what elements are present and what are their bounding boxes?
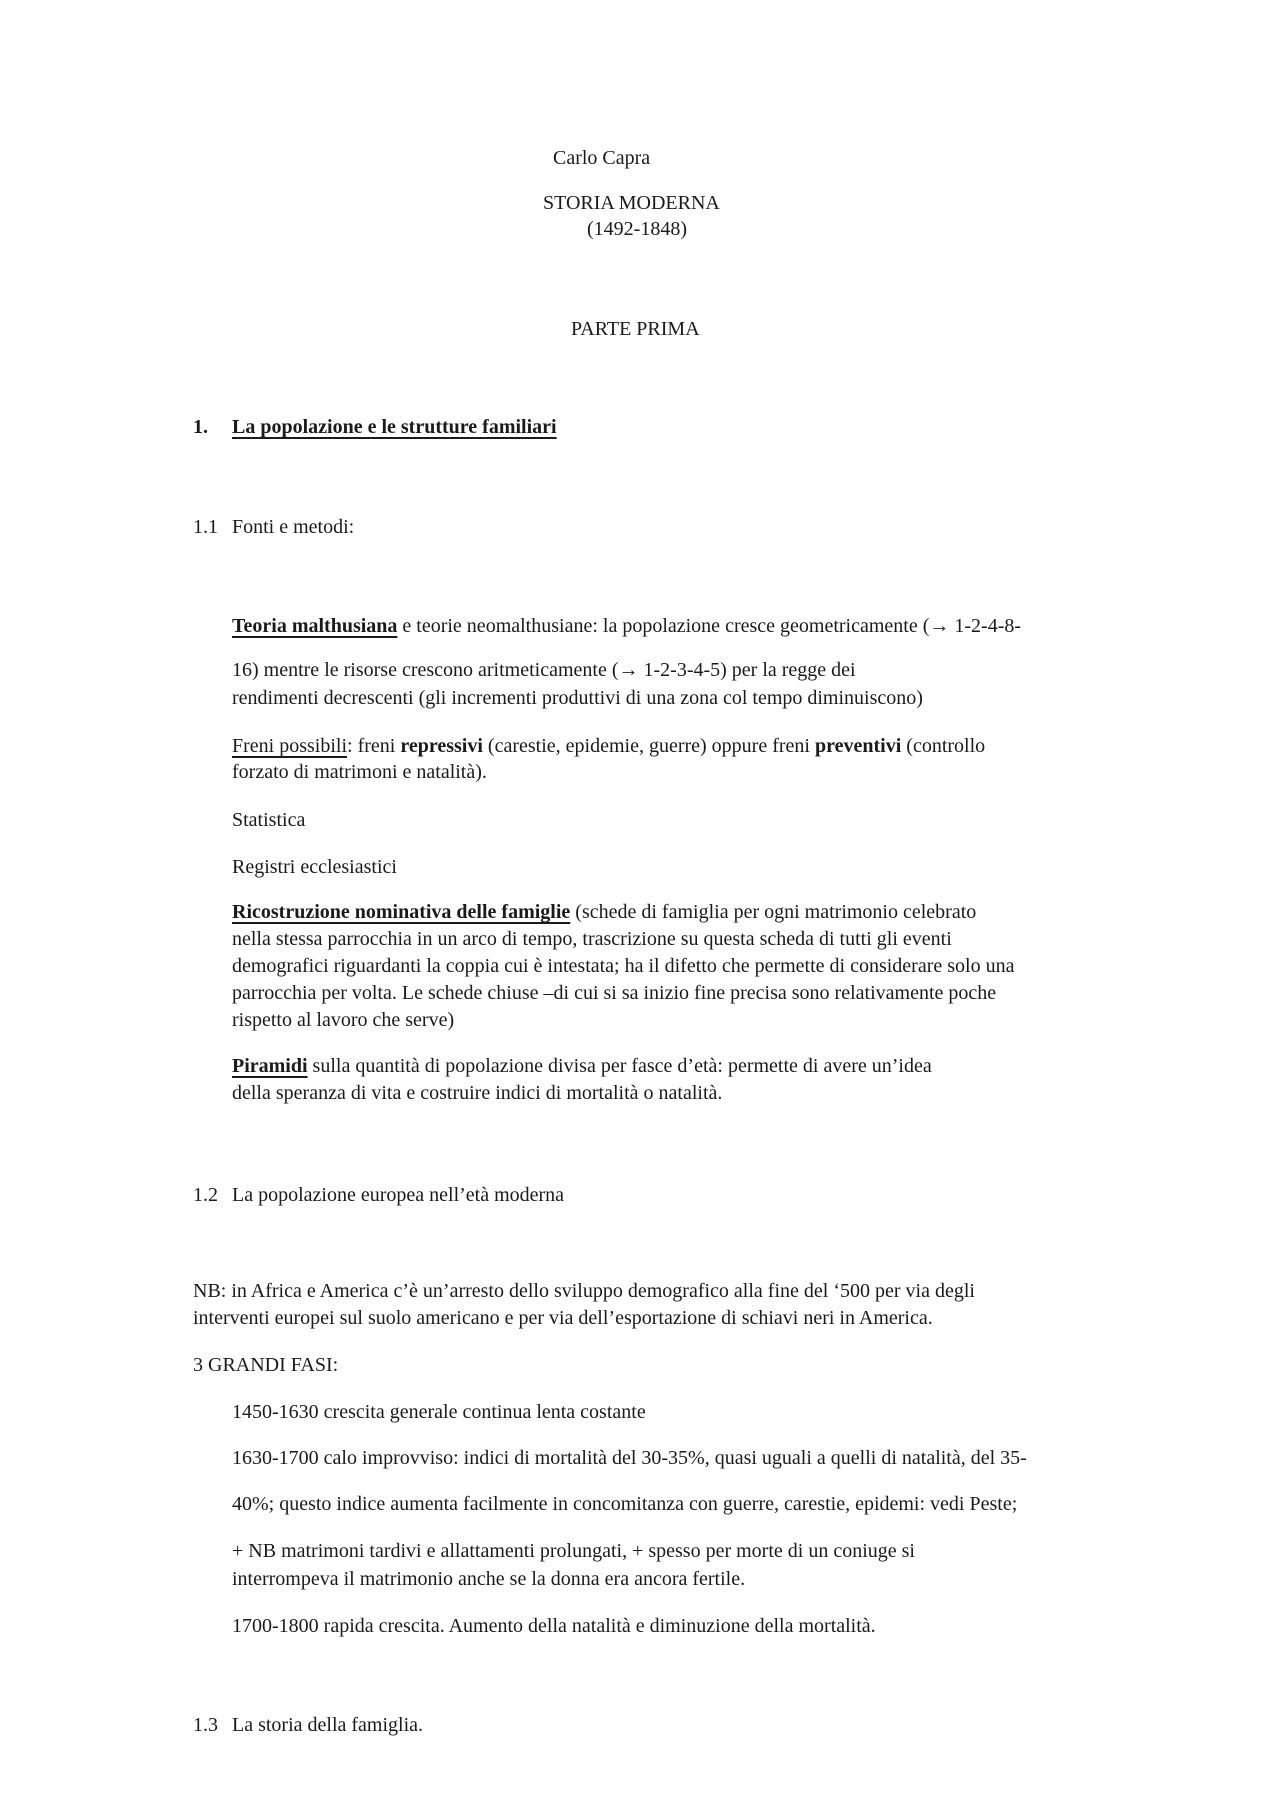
- ricostruzione-line5: rispetto al lavoro che serve): [232, 1009, 455, 1031]
- freni-text-1: : freni: [347, 735, 401, 757]
- fase-2-line1: 1630-1700 calo improvviso: indici di mortalità del 30-35%, quasi uguali a quelli di natalità, del 35-: [232, 1447, 1027, 1469]
- section-title: La popolazione europea nell’età moderna: [232, 1184, 565, 1206]
- section-number: 1.2: [193, 1184, 218, 1206]
- malthus-line3: rendimenti decrescenti (gli incrementi produttivi di una zona col tempo diminuiscono): [232, 687, 923, 709]
- statistica-item: Statistica: [232, 809, 306, 831]
- freni-preventivi: preventivi: [814, 735, 902, 757]
- author-name: Carlo Capra: [553, 147, 651, 169]
- nb2-line1: + NB matrimoni tardivi e allattamenti prolungati, + spesso per morte di un coniuge si: [232, 1540, 915, 1562]
- part-heading: PARTE PRIMA: [571, 318, 700, 340]
- chapter-number: 1.: [193, 416, 208, 438]
- ricostruzione-line3: demografici riguardanti la coppia cui è intestata; ha il difetto che permette di considerare solo una: [232, 955, 1015, 977]
- registri-item: Registri ecclesiastici: [232, 856, 397, 878]
- malthus-line1: e teorie neomalthusiane: la popolazione cresce geometricamente (→ 1-2-4-8-: [397, 615, 1022, 637]
- piramidi-line1: sulla quantità di popolazione divisa per fasce d’età: permette di avere un’idea: [307, 1055, 932, 1077]
- piramidi-line2: della speranza di vita e costruire indici di mortalità o natalità.: [232, 1082, 723, 1104]
- fase-2-line2: 40%; questo indice aumenta facilmente in concomitanza con guerre, carestie, epidemi: vedi Peste;: [232, 1493, 1018, 1515]
- ricostruzione-line1: (schede di famiglia per ogni matrimonio celebrato: [570, 901, 977, 923]
- book-period: (1492-1848): [587, 218, 687, 240]
- malthus-term: Teoria malthusiana: [232, 615, 398, 637]
- freni-repressivi: repressivi: [400, 735, 483, 757]
- freni-term: Freni possibili: [232, 735, 348, 757]
- malthus-paragraph: [232, 612, 1021, 640]
- freni-paragraph: [232, 732, 985, 760]
- freni-text-2: (carestie, epidemie, guerre) oppure freni: [482, 735, 815, 757]
- ricostruzione-line2: nella stessa parrocchia in un arco di tempo, trascrizione su questa scheda di tutti gli eventi: [232, 928, 952, 950]
- ricostruzione-line4: parrocchia per volta. Le schede chiuse –di cui si sa inizio fine precisa sono relativamente poche: [232, 982, 997, 1004]
- fase-1: 1450-1630 crescita generale continua lenta costante: [232, 1401, 646, 1423]
- freni-line2: forzato di matrimoni e natalità).: [232, 761, 487, 783]
- chapter-title: La popolazione e le strutture familiari: [232, 416, 557, 438]
- nb2-line2: interrompeva il matrimonio anche se la donna era ancora fertile.: [232, 1568, 746, 1590]
- piramidi-paragraph: [232, 1052, 932, 1080]
- section-title: La storia della famiglia.: [232, 1714, 424, 1736]
- ricostruzione-paragraph: [232, 898, 976, 926]
- section-number: 1.1: [193, 516, 218, 538]
- malthus-line2: 16) mentre le risorse crescono aritmeticamente (→ 1-2-3-4-5) per la regge dei: [232, 659, 856, 681]
- book-title: STORIA MODERNA: [543, 192, 720, 214]
- piramidi-term: Piramidi: [232, 1055, 308, 1077]
- ricostruzione-term: Ricostruzione nominativa delle famiglie: [232, 901, 571, 923]
- fasi-heading: 3 GRANDI FASI:: [193, 1354, 339, 1376]
- nb-line2: interventi europei sul suolo americano e per via dell’esportazione di schiavi neri in America.: [193, 1307, 933, 1329]
- nb-line1: NB: in Africa e America c’è un’arresto dello sviluppo demografico alla fine del ‘500 per via degli: [193, 1280, 975, 1302]
- fase-3: 1700-1800 rapida crescita. Aumento della natalità e diminuzione della mortalità.: [232, 1615, 876, 1637]
- section-title: Fonti e metodi:: [232, 516, 355, 538]
- freni-text-3: (controllo: [901, 735, 986, 757]
- section-number: 1.3: [193, 1714, 218, 1736]
